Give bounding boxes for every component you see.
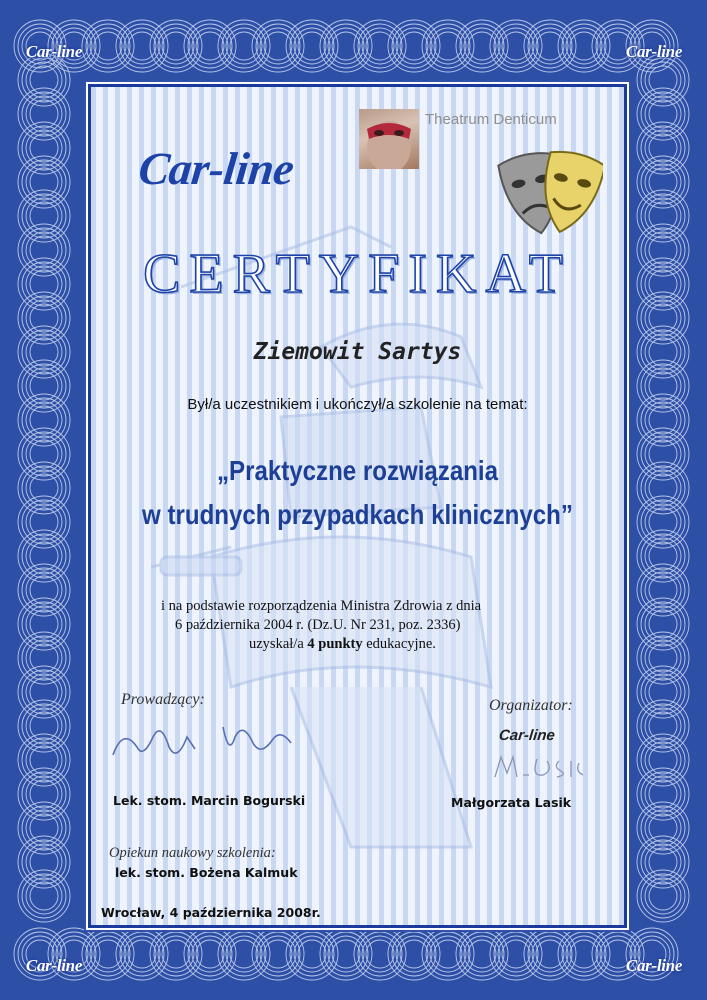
theatre-masks-icon [493,139,603,249]
intro-text: Był/a uczestnikiem i ukończył/a szkolenie na temat: [187,396,528,413]
organizer-label: Organizator: [489,697,573,714]
course-title-line-1: „Praktyczne rozwiązania [216,455,499,486]
corner-logo-top-left: Car-line [25,42,83,61]
legal-line-1: i na podstawie rozporządzenia Ministra Zdrowia z dnia [161,598,482,614]
recipient-name: Ziemowit Sartys [253,339,462,365]
certificate-inner-panel [88,84,627,928]
supervisor-label: Opiekun naukowy szkolenia: [109,845,276,861]
supervisor-name: lek. stom. Bożena Kalmuk [115,865,298,880]
legal-line-2: 6 października 2004 r. (Dz.U. Nr 231, poz. 2336) [175,617,461,633]
lead-person-name: Lek. stom. Marcin Bogurski [113,793,306,808]
organizer-name: Car-line [498,727,556,744]
education-points: 4 punkty [307,636,363,652]
organizer-person-name: Małgorzata Lasik [451,795,572,810]
legal-line-3 [161,635,561,654]
place-and-date: Wrocław, 4 października 2008r. [101,905,321,920]
certificate-title: CERTYFIKAT [143,243,572,305]
course-title-line-2: w trudnych przypadkach klinicznych” [142,499,573,530]
theatre-photo [359,109,419,169]
lead-label: Prowadzący: [121,691,205,708]
lead-signature [103,707,303,767]
course-title [128,449,586,537]
legal-basis-text [161,597,561,654]
corner-logo-bottom-left: Car-line [25,956,83,975]
corner-logo-bottom-right: Car-line [625,956,683,975]
corner-logo-top-right: Car-line [625,42,683,61]
organizer-signature [491,747,601,787]
brand-logo: Car-line [136,143,297,194]
legal-line-3-prefix: uzyskał/a [249,636,308,652]
theatre-title: Theatrum Denticum [425,111,557,128]
legal-line-3-suffix: edukacyjne. [362,636,436,652]
